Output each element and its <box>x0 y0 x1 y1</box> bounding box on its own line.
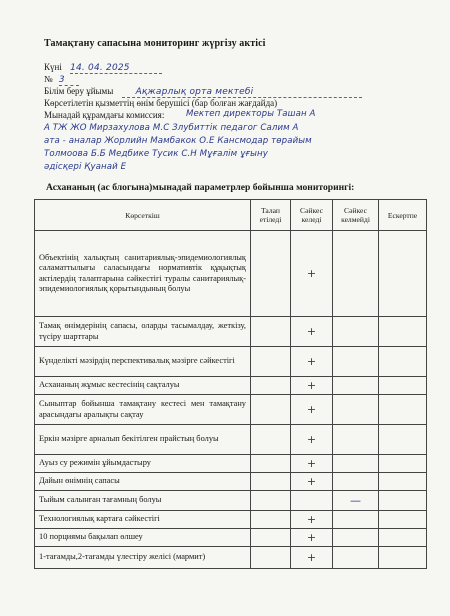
compliant-cell <box>291 455 333 473</box>
commission-line-2: А ТЖ ЖО Мирзахулова М.С Злубиттік педагог Салим А <box>44 123 299 133</box>
indicator-cell: Ауыз су режимін ұйымдастыру <box>35 455 251 473</box>
provider-label: Көрсетілетін қызметтің өнім берушісі (бар болған жағдайда) <box>44 98 278 108</box>
document-title: Тамақтану сапасына мониторинг жүргізу актісі <box>44 38 266 49</box>
note-cell <box>379 529 427 547</box>
compliant-cell <box>291 473 333 491</box>
org-label: Білім беру ұйымы <box>44 86 114 96</box>
header-indicator: Көрсеткіш <box>35 200 251 231</box>
indicator-cell: Технологиялық картаға сәйкестігі <box>35 511 251 529</box>
check-mark: + <box>306 531 317 544</box>
table-body <box>35 231 427 569</box>
noncompliant-cell <box>333 455 379 473</box>
compliant-cell <box>291 529 333 547</box>
compliant-cell <box>291 425 333 455</box>
check-mark: + <box>306 457 317 470</box>
compliant-cell <box>291 231 333 317</box>
date-label: Күні <box>44 62 62 72</box>
note-cell <box>379 317 427 347</box>
number-label: № <box>44 74 53 84</box>
table-row <box>35 231 427 317</box>
check-mark: + <box>306 433 317 446</box>
indicator-cell: 10 порциямы бақылап өлшеу <box>35 529 251 547</box>
required-cell <box>251 473 291 491</box>
header-compliant: Сәйкес келеді <box>291 200 333 231</box>
required-cell <box>251 491 291 511</box>
table-row <box>35 455 427 473</box>
number-row <box>44 74 79 86</box>
compliant-cell <box>291 547 333 569</box>
noncompliant-cell <box>333 347 379 377</box>
required-cell <box>251 347 291 377</box>
indicator-cell: Еркін мәзірге арналып бекітілген прайстың болуы <box>35 425 251 455</box>
required-cell <box>251 377 291 395</box>
note-cell <box>379 377 427 395</box>
indicator-cell: Дайын өнімнің сапасы <box>35 473 251 491</box>
indicator-cell: Асхананың жұмыс кестесінің сақталуы <box>35 377 251 395</box>
table-row <box>35 317 427 347</box>
note-cell <box>379 547 427 569</box>
commission-row <box>44 110 164 120</box>
required-cell <box>251 317 291 347</box>
header-note: Ескертпе <box>379 200 427 231</box>
table-row <box>35 425 427 455</box>
table-row <box>35 511 427 529</box>
compliant-cell <box>291 511 333 529</box>
commission-line-3: ата - аналар Жорлийн Мамбакок О.Е Кансмодар төрайым <box>44 136 312 146</box>
org-value: Ақжарлық орта мектебі <box>122 87 362 98</box>
noncompliant-cell <box>333 377 379 395</box>
date-value: 14. 04. 2025 <box>70 63 162 74</box>
required-cell <box>251 455 291 473</box>
noncompliant-cell <box>333 231 379 317</box>
required-cell <box>251 395 291 425</box>
check-mark: + <box>306 355 317 368</box>
noncompliant-cell <box>333 547 379 569</box>
noncompliant-cell <box>333 491 379 511</box>
check-mark: + <box>306 513 317 526</box>
monitoring-table <box>34 199 427 569</box>
note-cell <box>379 473 427 491</box>
header-noncompliant: Сәйкес келмейді <box>333 200 379 231</box>
note-cell <box>379 231 427 317</box>
date-row <box>44 62 162 74</box>
noncompliant-cell <box>333 473 379 491</box>
required-cell <box>251 425 291 455</box>
table-row <box>35 347 427 377</box>
noncompliant-cell <box>333 317 379 347</box>
table-row <box>35 377 427 395</box>
required-cell <box>251 529 291 547</box>
header-required: Талап етіледі <box>251 200 291 231</box>
required-cell <box>251 231 291 317</box>
indicator-cell: Тамақ өнімдерінің сапасы, оларды тасымалдау, жеткізу, түсіру шарттары <box>35 317 251 347</box>
note-cell <box>379 347 427 377</box>
table-row <box>35 473 427 491</box>
indicator-cell: Сыныптар бойынша тамақтану кестесі мен тамақтану арасындағы аралықты сақтау <box>35 395 251 425</box>
compliant-cell <box>291 395 333 425</box>
commission-line-1: Мектеп директоры Ташан А <box>186 109 316 119</box>
check-mark: + <box>306 403 317 416</box>
section-title: Асхананың (ас блогына)мынадай параметрлер бойынша мониторингі: <box>46 182 355 193</box>
provider-row <box>44 98 277 108</box>
noncompliant-cell <box>333 425 379 455</box>
indicator-cell: Тыйым салынған тағамның болуы <box>35 491 251 511</box>
check-mark: + <box>306 325 317 338</box>
table-row <box>35 529 427 547</box>
note-cell <box>379 511 427 529</box>
compliant-cell <box>291 347 333 377</box>
check-mark: — <box>350 494 361 507</box>
note-cell <box>379 455 427 473</box>
required-cell <box>251 511 291 529</box>
check-mark: + <box>306 379 317 392</box>
commission-line-4: Толмоова Б.Б Медбике Тусик С.Н Мұғалім ұғыну <box>44 149 268 159</box>
noncompliant-cell <box>333 395 379 425</box>
commission-label: Мынадай құрамдағы комиссия: <box>44 110 165 120</box>
compliant-cell <box>291 377 333 395</box>
check-mark: + <box>306 475 317 488</box>
note-cell <box>379 491 427 511</box>
commission-line-5: әдісқері Қуанай Е <box>44 162 127 172</box>
note-cell <box>379 395 427 425</box>
compliant-cell <box>291 491 333 511</box>
indicator-cell: Күнделікті мәзірдің перспективалық мәзірге сәйкестігі <box>35 347 251 377</box>
note-cell <box>379 425 427 455</box>
check-mark: + <box>306 267 317 280</box>
table-row <box>35 491 427 511</box>
org-row <box>44 86 362 98</box>
table-row <box>35 547 427 569</box>
number-value: 3 <box>59 75 79 86</box>
noncompliant-cell <box>333 529 379 547</box>
required-cell <box>251 547 291 569</box>
indicator-cell: 1-тағамды,2-тағамды үлестіру желісі (мармит) <box>35 547 251 569</box>
noncompliant-cell <box>333 511 379 529</box>
table-header-row <box>35 200 427 231</box>
table-row <box>35 395 427 425</box>
compliant-cell <box>291 317 333 347</box>
check-mark: + <box>306 551 317 564</box>
indicator-cell: Объектінің халықтың санитариялық-эпидемиологиялық саламаттылығы саласындағы нормативтік құқықтық актілердің талаптарына сәйкестігі туралы санитариялық-эпидемиологиялық қорытындының болуы <box>35 231 251 317</box>
